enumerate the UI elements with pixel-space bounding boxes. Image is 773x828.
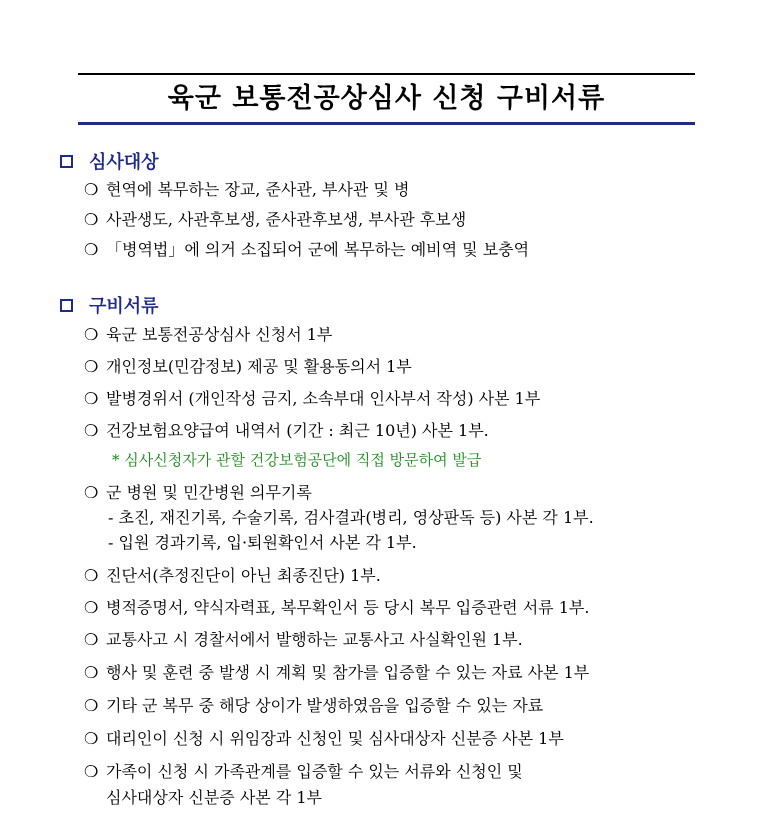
list-item-text: 육군 보통전공상심사 신청서 1부 bbox=[106, 325, 333, 344]
circle-bullet-icon: ❍ bbox=[84, 421, 99, 440]
top-rule bbox=[78, 73, 695, 75]
section-heading-label: 심사대상 bbox=[89, 152, 159, 173]
circle-bullet-icon: ❍ bbox=[84, 325, 99, 344]
list-item bbox=[84, 483, 312, 503]
list-item bbox=[84, 663, 589, 683]
list-item-text: 기타 군 복무 중 해당 상이가 발생하였음을 입증할 수 있는 자료 bbox=[106, 696, 544, 715]
section-heading-eligibility bbox=[60, 148, 159, 174]
list-item-text: 대리인이 신청 시 위임장과 신청인 및 심사대상자 신분증 사본 1부 bbox=[106, 729, 564, 748]
square-bullet-icon bbox=[60, 299, 73, 312]
list-item-text: 진단서(추정진단이 아닌 최종진단) 1부. bbox=[106, 566, 381, 585]
circle-bullet-icon: ❍ bbox=[84, 696, 99, 715]
circle-bullet-icon: ❍ bbox=[84, 729, 99, 748]
list-item bbox=[84, 630, 523, 650]
list-item bbox=[84, 357, 412, 377]
list-item-text: 사관생도, 사관후보생, 준사관후보생, 부사관 후보생 bbox=[106, 210, 467, 229]
list-item-text: 개인정보(민감정보) 제공 및 활용동의서 1부 bbox=[106, 357, 412, 376]
list-item-text: 군 병원 및 민간병원 의무기록 bbox=[106, 483, 312, 502]
list-item bbox=[84, 696, 543, 716]
circle-bullet-icon: ❍ bbox=[84, 210, 99, 229]
list-item-text: 병적증명서, 약식자력표, 복무확인서 등 당시 복무 입증관련 서류 1부. bbox=[106, 598, 590, 617]
circle-bullet-icon: ❍ bbox=[84, 180, 99, 199]
list-item-text: 건강보험요양급여 내역서 (기간 : 최근 10년) 사본 1부. bbox=[106, 421, 489, 440]
list-item-text: 「병역법」에 의거 소집되어 군에 복무하는 예비역 및 보충역 bbox=[106, 240, 530, 259]
list-item-continuation: 심사대상자 신분증 사본 각 1부 bbox=[106, 788, 322, 807]
circle-bullet-icon: ❍ bbox=[84, 483, 99, 502]
title-underline bbox=[78, 122, 695, 125]
sub-item: - 입원 경과기록, 입·퇴원확인서 사본 각 1부. bbox=[108, 533, 417, 552]
list-item-text: 행사 및 훈련 중 발생 시 계획 및 참가를 입증할 수 있는 자료 사본 1부 bbox=[106, 663, 590, 682]
section-heading-documents bbox=[60, 292, 159, 318]
section-heading-label: 구비서류 bbox=[89, 296, 159, 317]
list-item-text: 교통사고 시 경찰서에서 발행하는 교통사고 사실확인원 1부. bbox=[106, 630, 523, 649]
circle-bullet-icon: ❍ bbox=[84, 357, 99, 376]
page-title: 육군 보통전공상심사 신청 구비서류 bbox=[167, 83, 606, 114]
list-item bbox=[84, 598, 589, 618]
list-item bbox=[84, 762, 523, 782]
list-item bbox=[84, 389, 540, 409]
list-item bbox=[84, 566, 381, 586]
list-item bbox=[84, 421, 489, 441]
list-item bbox=[84, 729, 564, 749]
square-bullet-icon bbox=[60, 155, 73, 168]
list-item bbox=[84, 180, 409, 200]
circle-bullet-icon: ❍ bbox=[84, 598, 99, 617]
circle-bullet-icon: ❍ bbox=[84, 663, 99, 682]
circle-bullet-icon: ❍ bbox=[84, 566, 99, 585]
list-item bbox=[84, 210, 466, 230]
circle-bullet-icon: ❍ bbox=[84, 762, 99, 781]
list-item bbox=[84, 240, 529, 260]
sub-item: - 초진, 재진기록, 수술기록, 검사결과(병리, 영상판독 등) 사본 각 1부. bbox=[108, 508, 594, 527]
list-item-text: 가족이 신청 시 가족관계를 입증할 수 있는 서류와 신청인 및 bbox=[106, 762, 523, 781]
circle-bullet-icon: ❍ bbox=[84, 240, 99, 259]
list-item-text: 발병경위서 (개인작성 금지, 소속부대 인사부서 작성) 사본 1부 bbox=[106, 389, 541, 408]
list-item bbox=[84, 325, 332, 345]
list-item-text: 현역에 복무하는 장교, 준사관, 부사관 및 병 bbox=[106, 180, 410, 199]
circle-bullet-icon: ❍ bbox=[84, 630, 99, 649]
circle-bullet-icon: ❍ bbox=[84, 389, 99, 408]
note-text: * 심사신청자가 관할 건강보험공단에 직접 방문하여 발급 bbox=[112, 451, 482, 469]
